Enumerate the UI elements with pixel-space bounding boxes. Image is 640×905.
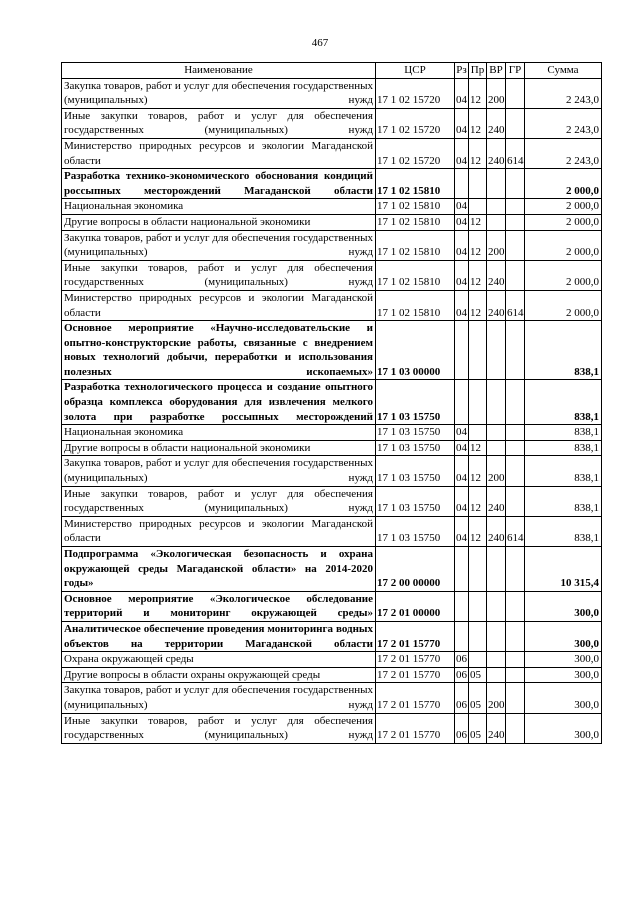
- cell-sum: 838,1: [525, 486, 602, 516]
- cell-rz: [455, 621, 469, 651]
- cell-vr: [487, 321, 506, 380]
- cell-vr: 200: [487, 456, 506, 486]
- column-header-gr: ГР: [506, 63, 525, 79]
- cell-csr: 17 2 00 00000: [376, 547, 455, 592]
- table-row: [62, 169, 602, 199]
- table-row: [62, 486, 602, 516]
- cell-rz: 04: [455, 290, 469, 320]
- cell-rz: [455, 321, 469, 380]
- cell-pr: 05: [469, 683, 487, 713]
- column-header-vr: ВР: [487, 63, 506, 79]
- cell-gr: [506, 440, 525, 456]
- cell-gr: [506, 380, 525, 425]
- cell-pr: 12: [469, 260, 487, 290]
- cell-gr: [506, 652, 525, 668]
- table-row: [62, 78, 602, 108]
- table-row: [62, 516, 602, 546]
- cell-csr: 17 2 01 15770: [376, 652, 455, 668]
- cell-pr: 12: [469, 230, 487, 260]
- cell-pr: [469, 380, 487, 425]
- cell-csr: 17 1 03 15750: [376, 456, 455, 486]
- cell-name: Подпрограмма «Экологическая безопасность и охрана окружающей среды Магаданской области» на 2014-2020 годы»: [62, 547, 376, 592]
- cell-gr: 614: [506, 138, 525, 168]
- cell-rz: 04: [455, 230, 469, 260]
- cell-csr: 17 2 01 00000: [376, 591, 455, 621]
- cell-csr: 17 2 01 15770: [376, 621, 455, 651]
- cell-sum: 2 000,0: [525, 230, 602, 260]
- table-row: [62, 591, 602, 621]
- cell-pr: 12: [469, 108, 487, 138]
- table-row: [62, 260, 602, 290]
- cell-gr: [506, 108, 525, 138]
- cell-name: Закупка товаров, работ и услуг для обеспечения государственных (муниципальных) нужд: [62, 230, 376, 260]
- cell-vr: [487, 199, 506, 215]
- cell-pr: 12: [469, 214, 487, 230]
- cell-pr: 05: [469, 713, 487, 743]
- cell-sum: 2 243,0: [525, 138, 602, 168]
- cell-pr: 12: [469, 290, 487, 320]
- column-header-pr: Пр: [469, 63, 487, 79]
- cell-csr: 17 1 02 15810: [376, 230, 455, 260]
- cell-sum: 2 000,0: [525, 260, 602, 290]
- table-body: [62, 78, 602, 743]
- cell-rz: 04: [455, 78, 469, 108]
- cell-sum: 300,0: [525, 652, 602, 668]
- cell-pr: 12: [469, 516, 487, 546]
- cell-gr: [506, 230, 525, 260]
- cell-gr: [506, 713, 525, 743]
- table-row: [62, 290, 602, 320]
- cell-vr: [487, 214, 506, 230]
- cell-rz: [455, 547, 469, 592]
- cell-name: Разработка технико-экономического обоснования кондиций россыпных месторождений Магаданской области: [62, 169, 376, 199]
- cell-vr: 240: [487, 486, 506, 516]
- cell-csr: 17 2 01 15770: [376, 713, 455, 743]
- table-row: [62, 425, 602, 441]
- table-row: [62, 199, 602, 215]
- cell-sum: 2 000,0: [525, 199, 602, 215]
- cell-csr: 17 1 03 15750: [376, 440, 455, 456]
- cell-name: Другие вопросы в области национальной экономики: [62, 214, 376, 230]
- cell-name: Основное мероприятие «Экологическое обследование территорий и мониторинг окружающей среды»: [62, 591, 376, 621]
- column-header-rz: Рз: [455, 63, 469, 79]
- cell-sum: 838,1: [525, 425, 602, 441]
- cell-name: Министерство природных ресурсов и экологии Магаданской области: [62, 290, 376, 320]
- cell-pr: 12: [469, 138, 487, 168]
- cell-vr: 240: [487, 290, 506, 320]
- cell-sum: 838,1: [525, 456, 602, 486]
- cell-name: Иные закупки товаров, работ и услуг для обеспечения государственных (муниципальных) нужд: [62, 260, 376, 290]
- cell-vr: [487, 440, 506, 456]
- cell-csr: 17 1 02 15810: [376, 214, 455, 230]
- cell-name: Аналитическое обеспечение проведения мониторинга водных объектов на территории Магаданской области: [62, 621, 376, 651]
- cell-sum: 300,0: [525, 713, 602, 743]
- cell-name: Иные закупки товаров, работ и услуг для обеспечения государственных (муниципальных) нужд: [62, 486, 376, 516]
- cell-vr: [487, 547, 506, 592]
- cell-pr: 12: [469, 456, 487, 486]
- cell-name: Министерство природных ресурсов и экологии Магаданской области: [62, 138, 376, 168]
- table-row: [62, 214, 602, 230]
- cell-pr: [469, 321, 487, 380]
- cell-vr: 240: [487, 713, 506, 743]
- cell-sum: 10 315,4: [525, 547, 602, 592]
- cell-csr: 17 1 02 15810: [376, 290, 455, 320]
- cell-vr: [487, 380, 506, 425]
- cell-gr: 614: [506, 290, 525, 320]
- cell-gr: [506, 486, 525, 516]
- cell-name: Другие вопросы в области национальной экономики: [62, 440, 376, 456]
- cell-gr: [506, 169, 525, 199]
- table-row: [62, 456, 602, 486]
- cell-pr: [469, 199, 487, 215]
- cell-csr: 17 1 02 15720: [376, 108, 455, 138]
- cell-vr: [487, 169, 506, 199]
- cell-sum: 300,0: [525, 591, 602, 621]
- cell-vr: [487, 652, 506, 668]
- cell-csr: 17 1 02 15810: [376, 199, 455, 215]
- budget-table: [61, 62, 602, 744]
- cell-pr: 05: [469, 667, 487, 683]
- cell-gr: [506, 683, 525, 713]
- cell-csr: 17 1 03 15750: [376, 425, 455, 441]
- cell-name: Разработка технологического процесса и создание опытного образца комплекса оборудования для извлечения мелкого золота при разработке россыпных месторождений: [62, 380, 376, 425]
- cell-name: Иные закупки товаров, работ и услуг для обеспечения государственных (муниципальных) нужд: [62, 713, 376, 743]
- cell-rz: [455, 380, 469, 425]
- table-row: [62, 108, 602, 138]
- cell-sum: 300,0: [525, 683, 602, 713]
- cell-csr: 17 1 02 15810: [376, 260, 455, 290]
- cell-pr: [469, 547, 487, 592]
- cell-name: Иные закупки товаров, работ и услуг для обеспечения государственных (муниципальных) нужд: [62, 108, 376, 138]
- cell-rz: [455, 169, 469, 199]
- cell-rz: 06: [455, 667, 469, 683]
- cell-csr: 17 1 03 15750: [376, 486, 455, 516]
- cell-csr: 17 1 03 15750: [376, 380, 455, 425]
- cell-sum: 2 000,0: [525, 169, 602, 199]
- cell-gr: [506, 321, 525, 380]
- table-header-row: [62, 63, 602, 79]
- cell-name: Охрана окружающей среды: [62, 652, 376, 668]
- table-row: [62, 621, 602, 651]
- cell-vr: [487, 591, 506, 621]
- cell-name: Национальная экономика: [62, 199, 376, 215]
- table-row: [62, 683, 602, 713]
- table-row: [62, 713, 602, 743]
- cell-pr: 12: [469, 78, 487, 108]
- cell-sum: 838,1: [525, 321, 602, 380]
- cell-rz: 04: [455, 199, 469, 215]
- cell-pr: [469, 169, 487, 199]
- table-row: [62, 440, 602, 456]
- cell-sum: 2 243,0: [525, 78, 602, 108]
- cell-sum: 300,0: [525, 621, 602, 651]
- cell-rz: 04: [455, 516, 469, 546]
- cell-sum: 2 243,0: [525, 108, 602, 138]
- cell-rz: 04: [455, 214, 469, 230]
- cell-pr: [469, 621, 487, 651]
- cell-rz: 04: [455, 425, 469, 441]
- cell-csr: 17 1 02 15810: [376, 169, 455, 199]
- cell-name: Закупка товаров, работ и услуг для обеспечения государственных (муниципальных) нужд: [62, 456, 376, 486]
- cell-vr: 200: [487, 683, 506, 713]
- table-row: [62, 321, 602, 380]
- cell-sum: 838,1: [525, 440, 602, 456]
- cell-pr: [469, 591, 487, 621]
- cell-rz: 04: [455, 108, 469, 138]
- cell-name: Министерство природных ресурсов и экологии Магаданской области: [62, 516, 376, 546]
- table-row: [62, 547, 602, 592]
- cell-gr: [506, 456, 525, 486]
- cell-gr: [506, 199, 525, 215]
- cell-sum: 2 000,0: [525, 214, 602, 230]
- cell-gr: [506, 547, 525, 592]
- column-header-csr: ЦСР: [376, 63, 455, 79]
- cell-vr: 240: [487, 138, 506, 168]
- cell-gr: [506, 667, 525, 683]
- cell-gr: [506, 425, 525, 441]
- cell-rz: 04: [455, 260, 469, 290]
- cell-sum: 838,1: [525, 516, 602, 546]
- cell-sum: 300,0: [525, 667, 602, 683]
- cell-csr: 17 1 03 00000: [376, 321, 455, 380]
- cell-rz: 06: [455, 713, 469, 743]
- cell-gr: [506, 591, 525, 621]
- table-row: [62, 138, 602, 168]
- cell-pr: 12: [469, 440, 487, 456]
- cell-vr: 240: [487, 260, 506, 290]
- cell-sum: 838,1: [525, 380, 602, 425]
- cell-rz: 04: [455, 138, 469, 168]
- cell-csr: 17 1 02 15720: [376, 78, 455, 108]
- cell-gr: [506, 260, 525, 290]
- cell-rz: 04: [455, 486, 469, 516]
- column-header-name: Наименование: [62, 63, 376, 79]
- cell-vr: 240: [487, 516, 506, 546]
- cell-gr: 614: [506, 516, 525, 546]
- cell-name: Национальная экономика: [62, 425, 376, 441]
- cell-name: Основное мероприятие «Научно-исследовательские и опытно-конструкторские работы, связанные с внедрением новых технологий добычи, переработки и использования полезных ископаемых»: [62, 321, 376, 380]
- cell-vr: [487, 621, 506, 651]
- table-row: [62, 652, 602, 668]
- cell-rz: [455, 591, 469, 621]
- table-row: [62, 667, 602, 683]
- cell-csr: 17 1 03 15750: [376, 516, 455, 546]
- cell-name: Закупка товаров, работ и услуг для обеспечения государственных (муниципальных) нужд: [62, 683, 376, 713]
- cell-pr: [469, 652, 487, 668]
- column-header-sum: Сумма: [525, 63, 602, 79]
- cell-name: Закупка товаров, работ и услуг для обеспечения государственных (муниципальных) нужд: [62, 78, 376, 108]
- cell-csr: 17 2 01 15770: [376, 667, 455, 683]
- cell-vr: 200: [487, 78, 506, 108]
- cell-csr: 17 1 02 15720: [376, 138, 455, 168]
- cell-rz: 04: [455, 440, 469, 456]
- cell-pr: 12: [469, 486, 487, 516]
- cell-vr: 240: [487, 108, 506, 138]
- cell-pr: [469, 425, 487, 441]
- cell-sum: 2 000,0: [525, 290, 602, 320]
- cell-name: Другие вопросы в области охраны окружающей среды: [62, 667, 376, 683]
- cell-rz: 04: [455, 456, 469, 486]
- cell-csr: 17 2 01 15770: [376, 683, 455, 713]
- cell-gr: [506, 78, 525, 108]
- cell-gr: [506, 621, 525, 651]
- cell-vr: 200: [487, 230, 506, 260]
- cell-vr: [487, 425, 506, 441]
- table-row: [62, 230, 602, 260]
- cell-vr: [487, 667, 506, 683]
- table-row: [62, 380, 602, 425]
- cell-rz: 06: [455, 683, 469, 713]
- cell-rz: 06: [455, 652, 469, 668]
- cell-gr: [506, 214, 525, 230]
- page-number: 467: [311, 37, 329, 49]
